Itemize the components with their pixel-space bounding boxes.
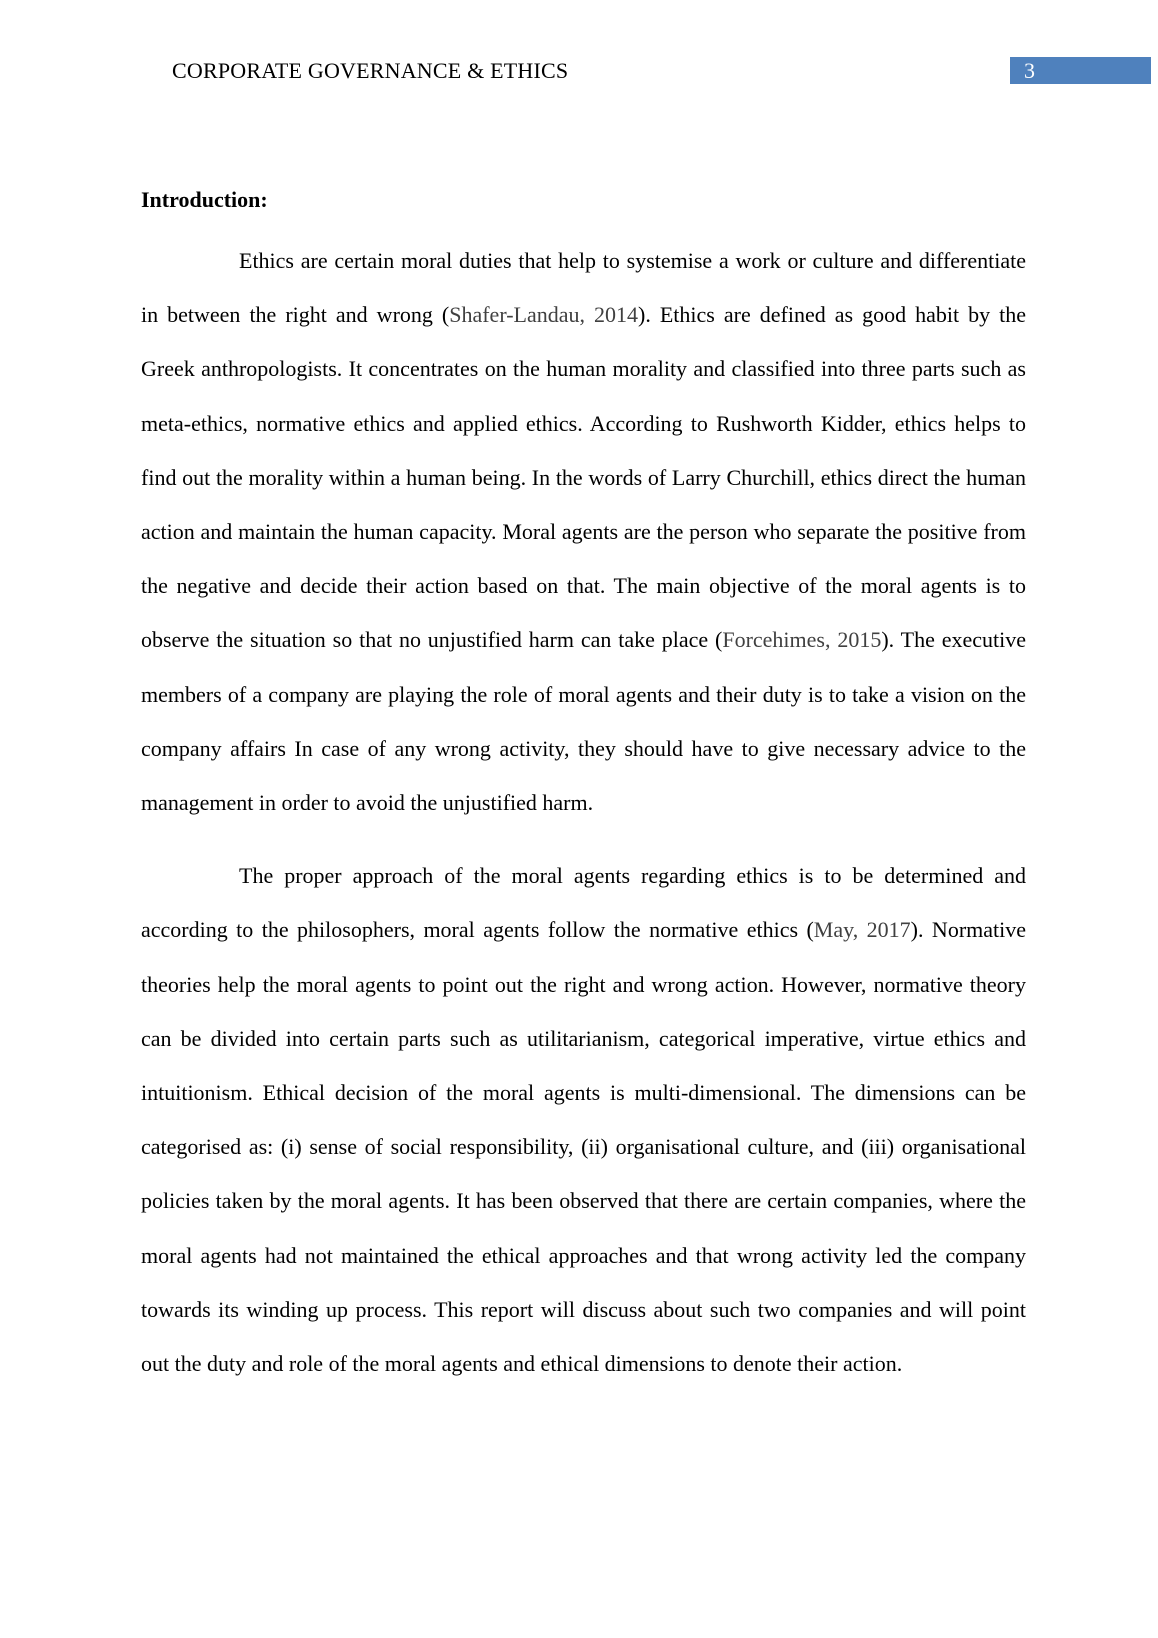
running-header-title: CORPORATE GOVERNANCE & ETHICS xyxy=(172,58,569,83)
document-body xyxy=(141,181,1026,1391)
page-number-badge: 3 xyxy=(1010,57,1151,84)
body-paragraph xyxy=(141,849,1026,1391)
paragraph-text: The proper approach of the moral agents regarding ethics is to be determined and according to the philosophers, moral agents follow the normative ethics ( xyxy=(141,863,1026,943)
paragraph-text: ). Ethics are defined as good habit by the Greek anthropologists. It concentrates on the human morality and classified into three parts such as meta-ethics, normative ethics and applied ethics. According to Rushworth Kidder, ethics helps to find out the morality within a human being. In the words of Larry Churchill, ethics direct the human action and maintain the human capacity. Moral agents are the person who separate the positive from the negative and decide their action based on that. The main objective of the moral agents is to observe the situation so that no unjustified harm can take place ( xyxy=(141,302,1026,653)
citation: Forcehimes, 2015 xyxy=(722,627,882,653)
paragraph-text: Ethics are certain moral duties that help to systemise a work or culture and differentiate in between the right and wrong ( xyxy=(141,248,1026,328)
citation: Shafer-Landau, 2014 xyxy=(449,302,639,328)
paragraph-text: ). The executive members of a company are playing the role of moral agents and their duty is to take a vision on the company affairs In case of any wrong activity, they should have to give necessary advice to the management in order to avoid the unjustified harm. xyxy=(141,627,1027,816)
paragraph-text: ). Normative theories help the moral agents to point out the right and wrong action. However, normative theory can be divided into certain parts such as utilitarianism, categorical imperative, virtue ethics and intuitionism. Ethical decision of the moral agents is multi-dimensional. The dimensions can be categorised as: (i) sense of social responsibility, (ii) organisational culture, and (iii) organisational policies taken by the moral agents. It has been observed that there are certain companies, where the moral agents had not maintained the ethical approaches and that wrong activity led the company towards its winding up process. This report will discuss about such two companies and will point out the duty and role of the moral agents and ethical dimensions to denote their action. xyxy=(141,917,1027,1377)
body-paragraph xyxy=(141,234,1026,830)
section-heading: Introduction: xyxy=(141,187,268,212)
citation: May, 2017 xyxy=(813,917,911,943)
